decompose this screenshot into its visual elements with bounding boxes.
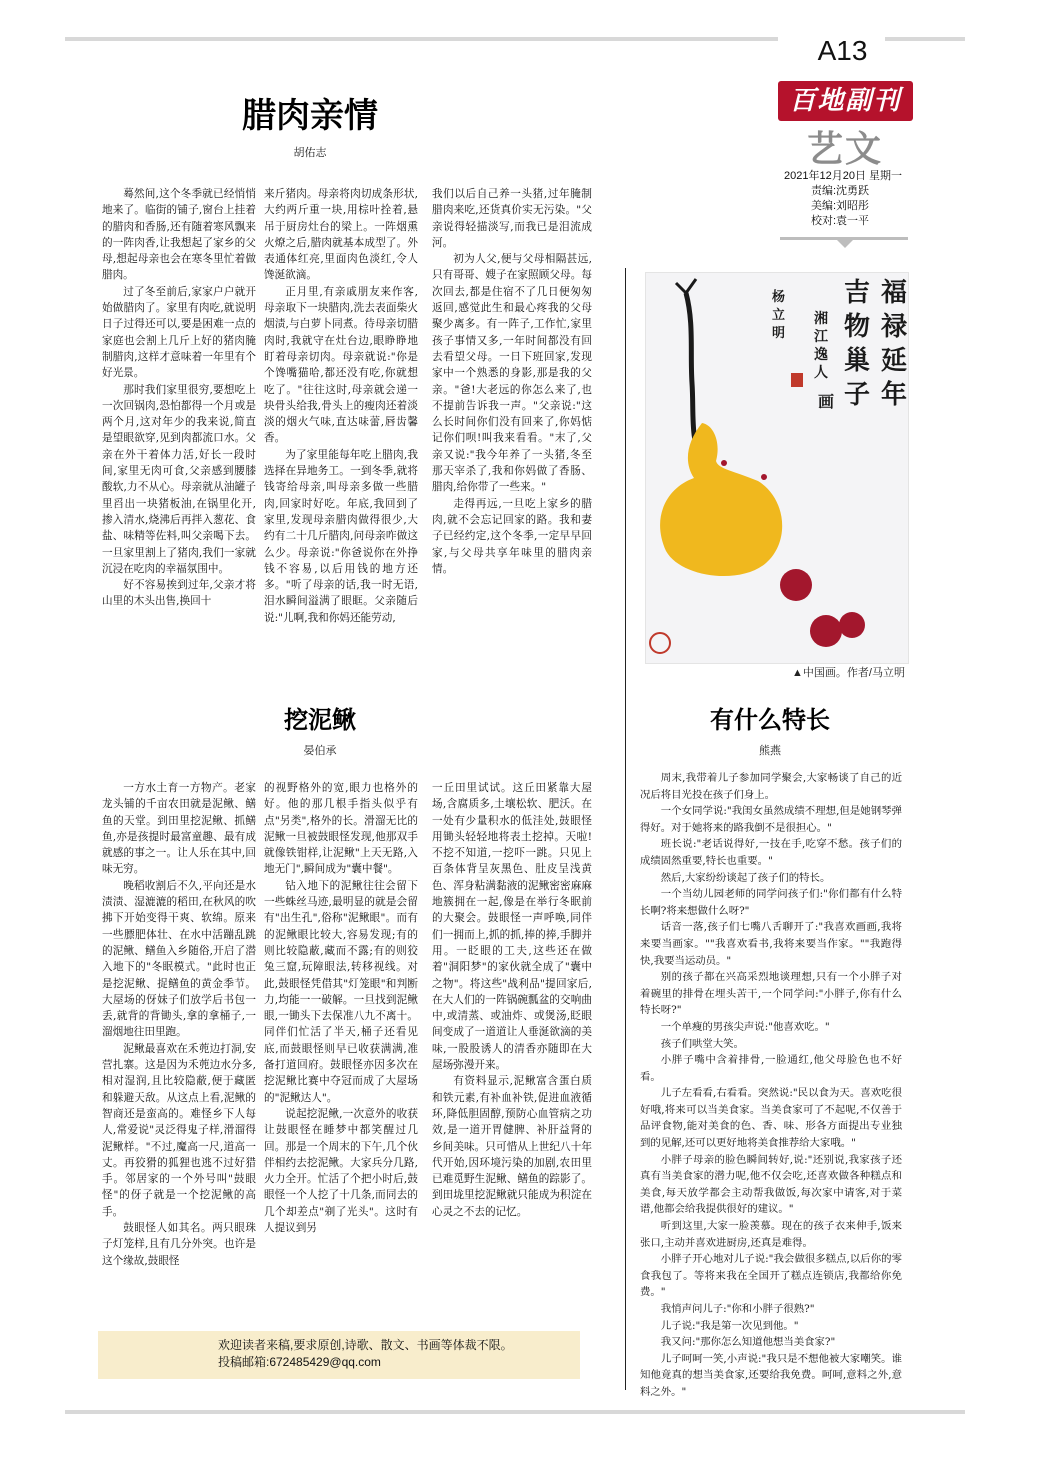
inscription-char: 年: [881, 380, 908, 410]
paragraph: 班长说:"老话说得好,一技在手,吃穿不愁。孩子们的成绩固然重要,特长也重要。": [640, 838, 902, 867]
lychee: [780, 569, 812, 601]
paragraph: 过了冬至前后,家家户户就开始做腊肉了。家里有肉吃,就说明日子过得还可以,要是困难一点的家庭也会割上几斤上好的猪肉腌制腊肉,这样才意味着一年里有个好光景。: [102, 285, 256, 380]
chinese-painting: [645, 272, 909, 664]
inscription-char: 延: [881, 346, 908, 376]
inscription-char: 巢: [844, 346, 871, 376]
article-column: [432, 780, 592, 1220]
paragraph: 为了家里能每年吃上腊肉,我选择在异地务工。一到冬季,就将钱寄给母亲,叫母亲多做一些腊肉,回家时好吃。年底,我回到了家里,发现母亲腊肉做得很少,大约有二十几斤腊肉,问母亲咋做这么少。母亲说:"你爸说你在外挣钱不容易,以后用钱的地方还多。"听了母亲的话,我一时无语,泪水瞬间溢满了眼眶。父亲随后说:"儿啊,我和你妈还能劳动,: [264, 448, 418, 624]
inscription-char: 立: [772, 308, 786, 323]
painting-caption: ▲中国画。作者/马立明: [792, 667, 905, 679]
column-divider: [625, 268, 626, 1390]
paragraph: 初为人父,便与父母相隔甚远,只有哥哥、嫂子在家照顾父母。每次回去,都是住宿不了几日便匆匆返回,感觉此生和最心疼我的父母聚少离多。有一阵子,工作忙,家里孩子事情又多,一年时间都没有回去看望父母。一日下班回家,发现家中一个熟悉的身影,那是我的父亲。"爸!大老远的你怎么来了,也不提前告诉我一声。"父亲说:"这么长时间你们没有回来了,你妈惦记你们呗!叫我来看看。"末了,父亲又说:"我今年养了一头猪,冬至那天宰杀了,我和你妈做了香肠、腊肉,给你带了一些来。": [432, 253, 592, 494]
article-column: [640, 770, 902, 1401]
inscription-char: 人: [814, 365, 828, 381]
paragraph: 晚稻收割后不久,平向还是水渍渍、湿漉漉的稻田,在秋风的吹拂下开始变得干爽、软绵。原来一些膘肥体壮、在水中活蹦乱跳的泥鳅、鳝鱼入乡随俗,开启了潜入地下的"冬眠模式。"此时也正是挖泥鳅、捉鳝鱼的黄金季节。大屋场的伢妹子们放学后书包一丢,就背的背锄头,拿的拿桶子,一溜烟地往田里跑。: [102, 879, 256, 1039]
inscription-char: 子: [844, 380, 871, 410]
inscription-char: 禄: [881, 312, 908, 342]
paragraph: 然后,大家纷纷谈起了孩子们的特长。: [660, 871, 831, 884]
section-title: 艺文: [806, 128, 883, 170]
paragraph: 一个当幼儿园老师的同学问孩子们:"你们都有什么特长啊?将来想做什么呀?": [640, 888, 902, 917]
lychee: [810, 615, 842, 647]
paragraph: 一方水土育一方物产。老家龙头铺的千亩农田就是泥鳅、鳝鱼的天堂。到田里挖泥鳅、抓鳝鱼,亦是孩提时最富童趣、最有成就感的事之一。让人乐在其中,回味无穷。: [102, 782, 256, 876]
article-column: [102, 780, 256, 1269]
paragraph: 听到这里,大家一脸羡慕。现在的孩子衣来伸手,饭来张口,主动并喜欢进厨房,还真是难得。: [640, 1220, 902, 1249]
paragraph: 话音一落,孩子们七嘴八舌聊开了:"我喜欢画画,我将来要当画家。""我喜欢看书,我将来要当作家。""我跑得快,我要当运动员。": [640, 921, 902, 967]
paragraph: 鼓眼怪人如其名。两只眼珠子灯笼样,且有几分外突。也许是这个缘故,鼓眼怪: [102, 1222, 256, 1267]
paragraph: 一丘田里试试。这丘田紧靠大屋场,含腐质多,土壤松软、肥沃。在一处有少量积水的低洼处,鼓眼怪用锄头轻轻地将表土挖掉。天啦!不挖不知道,一挖吓一跳。只见上百条体背呈灰黑色、肚皮呈浅黄色、浑身粘满黏液的泥鳅密密麻麻地簇拥在一起,像是在举行冬眠前的大聚会。鼓眼怪一声呼唤,同伴们一拥而上,抓的抓,捧的捧,手脚并用。一眨眼的工夫,这些还在做着"洞阳梦"的家伙就全成了"囊中之物"。将这些"战利品"提回家后,在大人们的一阵锅碗瓢盆的交响曲中,或清蒸、或油炸、或煲汤,眨眼间变成了一道道让人垂涎欲滴的美味,一股股诱人的清香亦随即在大屋场弥漫开来。: [432, 782, 592, 1072]
notice-line: 欢迎读者来稿,要求原创,诗歌、散文、书画等体裁不限。: [218, 1338, 513, 1352]
paragraph: 好不容易挨到过年,父亲才将山里的木头出售,换回十: [102, 579, 256, 608]
paragraph: 说起挖泥鳅,一次意外的收获让鼓眼怪在睡梦中都笑醒过几回。那是一个周末的下午,几个伙伴相约去挖泥鳅。大家兵分几路,火力全开。忙活了个把小时后,鼓眼怪一个人挖了十几条,而同去的几个却差点"剃了光头"。这时有人提议到另: [264, 1107, 418, 1235]
article-column: [432, 186, 592, 577]
paragraph: 小胖子嘴中含着排骨,一脸通红,他父母脸色也不好看。: [640, 1054, 902, 1083]
proofreader-credit: 校对:袁一平: [810, 215, 870, 227]
paragraph: 儿子说:"我是第一次见到他。": [660, 1319, 799, 1332]
designer-credit: 美编:刘昭彤: [810, 200, 870, 212]
inscription-char: 福: [881, 278, 908, 308]
article-author: 晏伯承: [303, 745, 337, 757]
paragraph: 蓦然间,这个冬季就已经悄悄地来了。临街的铺子,窗台上挂着的腊肉和香肠,还有随着寒风飘来的一阵肉香,让我想起了家乡的父母,想起母亲也会在寒冬里忙着做腊肉。: [102, 188, 256, 282]
lychee: [839, 612, 865, 638]
article-column: [102, 186, 256, 610]
article-author: 胡佑志: [293, 147, 327, 159]
edition-meta: [770, 169, 910, 229]
article-title: 腊肉亲情: [242, 96, 378, 136]
top-rule: [65, 37, 778, 41]
paragraph: 那时我们家里很穷,要想吃上一次回锅肉,恐怕都得一个月或是两个月,这对年少的我来说,简直是望眼欲穿,见到肉都流口水。父亲在外干着体力活,好长一段时间,家里无肉可食,父亲感到腰膝酸软,力不从心。母亲就从油罐子里舀出一块猪板油,在锅里化开,掺入清水,烧沸后再拌入葱花、食盐、味精等佐料,叫父亲喝下去。一旦家里割上了猪肉,我们一家就沉浸在吃肉的幸福氛围中。: [102, 383, 256, 575]
paragraph: 孩子们哄堂大笑。: [660, 1037, 744, 1050]
inscription-char: 画: [818, 392, 835, 411]
inscription-char: 吉: [844, 278, 871, 308]
paragraph: 来斤猪肉。母亲将肉切成条形状,大约两斤重一块,用棕叶拴着,悬吊于厨房灶台的梁上。一阵烟熏火燎之后,腊肉就基本成型了。外表通体红亮,里面肉色淡红,令人馋涎欲滴。: [264, 188, 418, 282]
paragraph: 有资料显示,泥鳅富含蛋白质和铁元素,有补血补铁,促进血液循环,降低胆固醇,预防心血管病之功效,是一道开胃健脾、补肝益肾的乡间美味。只可惜从上世纪八十年代开始,因环境污染的加剧,农田里已难觅野生泥鳅、鳝鱼的踪影了。到田垅里挖泥鳅就只能成为积淀在心灵之不去的记忆。: [432, 1075, 592, 1218]
masthead: [770, 35, 970, 250]
paragraph: 一个单瘦的男孩尖声说:"他喜欢吃。": [660, 1020, 830, 1033]
inscription-char: 江: [814, 329, 828, 345]
submission-notice: [98, 1331, 580, 1379]
paragraph: 儿子左看看,右看看。突然说:"民以食为天。喜欢吃很好哦,将来可以当美食家。当美食家可了不起呢,不仅善于品评食物,能对美食的色、香、味、形各方面提出专业独到的见解,还可以更好地将美食推荐给大家哦。": [640, 1087, 902, 1150]
inscription-char: 物: [844, 312, 871, 342]
column-logo: 百地副刊: [778, 81, 913, 121]
paragraph: 走得再远,一旦吃上家乡的腊肉,就不会忘记回家的路。我和妻子已经约定,这个冬季,一定早早回家,与父母共享年味里的腊肉亲情。: [432, 497, 592, 575]
inscription-char: 湘: [814, 311, 828, 327]
seal-stamp: [791, 373, 803, 387]
bottom-rule: [65, 1410, 965, 1414]
article-title: 有什么特长: [710, 706, 830, 734]
paragraph: 我又问:"那你怎么知道他想当美食家?": [660, 1336, 836, 1349]
paragraph: 钻入地下的泥鳅往往会留下一些蛛丝马迹,最明显的就是会留有"出生孔",俗称"泥鳅眼"。而有的泥鳅眼比较大,容易发现;有的则比较隐蔽,藏而不露;有的则狡兔三窟,玩障眼法,转移视线。对此,鼓眼怪凭借其"灯笼眼"和判断力,均能一一破解。一旦找到泥鳅眼,一锄头下去保准八九不离十。同伴们忙活了半天,桶子还看见底,而鼓眼怪则早已收获满满,准备打道回府。鼓眼怪亦因多次在挖泥鳅比赛中夺冠而成了大屋场的"泥鳅达人"。: [264, 879, 418, 1104]
paragraph: 别的孩子都在兴高采烈地谈理想,只有一个小胖子对着碗里的排骨在埋头苦干,一个同学问:"小胖子,你有什么特长呀?": [640, 971, 902, 1017]
article-column: [264, 186, 418, 626]
article-author: 熊燕: [759, 745, 781, 757]
article-title: 挖泥鳅: [284, 706, 356, 734]
paragraph: 我悄声问儿子:"你和小胖子很熟?": [660, 1303, 815, 1315]
paragraph: 正月里,有亲戚朋友来作客,母亲取下一块腊肉,洗去表面柴火烟渍,与白萝卜同煮。待母亲切腊肉时,我就守在灶台边,眼睁睁地盯着母亲切肉。母亲就说:"你是个馋嘴猫哈,都还没有吃,你就想吃了。"往往这时,母亲就会递一块骨头给我,骨头上的瘦肉还着淡淡的烟火气味,直达味蕾,唇齿馨香。: [264, 285, 418, 445]
paragraph: 的视野格外的宽,眼力也格外的好。他的那几根手指头似乎有点"另类",格外的长。滑溜无比的泥鳅一旦被鼓眼怪发现,他那双手就像铁钳样,让泥鳅"上天无路,入地无门",瞬间成为"囊中餐"。: [264, 782, 418, 876]
paragraph: 小胖子开心地对儿子说:"我会做很多糕点,以后你的零食我包了。等将来我在全国开了糕点连锁店,我都给你免费。": [640, 1253, 902, 1299]
paragraph: 一个女同学说:"我闺女虽然成绩不理想,但是她钢琴弹得好。对于她将来的路我倒不是很担心。": [640, 805, 902, 834]
chevron-down-icon: [836, 239, 854, 248]
notice-email[interactable]: 投稿邮箱:672485429@qq.com: [218, 1355, 381, 1369]
inscription-char: 逸: [814, 347, 828, 363]
article-column: [264, 780, 418, 1236]
painting-artwork: [646, 273, 908, 663]
page-number: A13: [817, 35, 868, 66]
paragraph: 我们以后自己养一头猪,过年腌制腊肉来吃,还货真价实无污染。"父亲说得轻描淡写,而我已是泪流成河。: [432, 188, 592, 249]
inscription-char: 明: [772, 326, 786, 341]
paragraph: 泥鳅最喜欢在禾蔸边打洞,安营扎寨。这是因为禾蔸边水分多,相对湿润,且比较隐蔽,便于藏匿和躲避天敌。从这点上看,泥鳅的智商还是蛮高的。难怪乡下人每人,常爱说"灵泛得鬼子样,滑溜得泥鳅样。"不过,魔高一尺,道高一丈。再狡猾的狐狸也逃不过好猎手。邻居家的一个外号叫"鼓眼怪"的伢子就是一个挖泥鳅的高手。: [102, 1042, 256, 1218]
inscription-char: 杨: [772, 290, 786, 305]
issue-date: 2021年12月20日 星期一: [784, 170, 902, 182]
paragraph: 周末,我带着儿子参加同学聚会,大家畅谈了自己的近况后将目光投在孩子们身上。: [640, 772, 902, 801]
paragraph: 儿子呵呵一笑,小声说:"我只是不想他被大家嘲笑。谁知他竟真的想当美食家,还要给我免费。呵呵,意料之外,意料之外。": [640, 1352, 902, 1398]
editor-credit: 责编:沈勇跃: [810, 185, 870, 197]
paragraph: 小胖子母亲的脸色瞬间转好,说:"还别说,我家孩子还真有当美食家的潜力呢,他不仅会吃,还喜欢做各种糕点和美食,每天放学都会主动帮我做饭,每次家中请客,对于菜谱,他都会给我提供很好的建议。": [640, 1153, 902, 1216]
